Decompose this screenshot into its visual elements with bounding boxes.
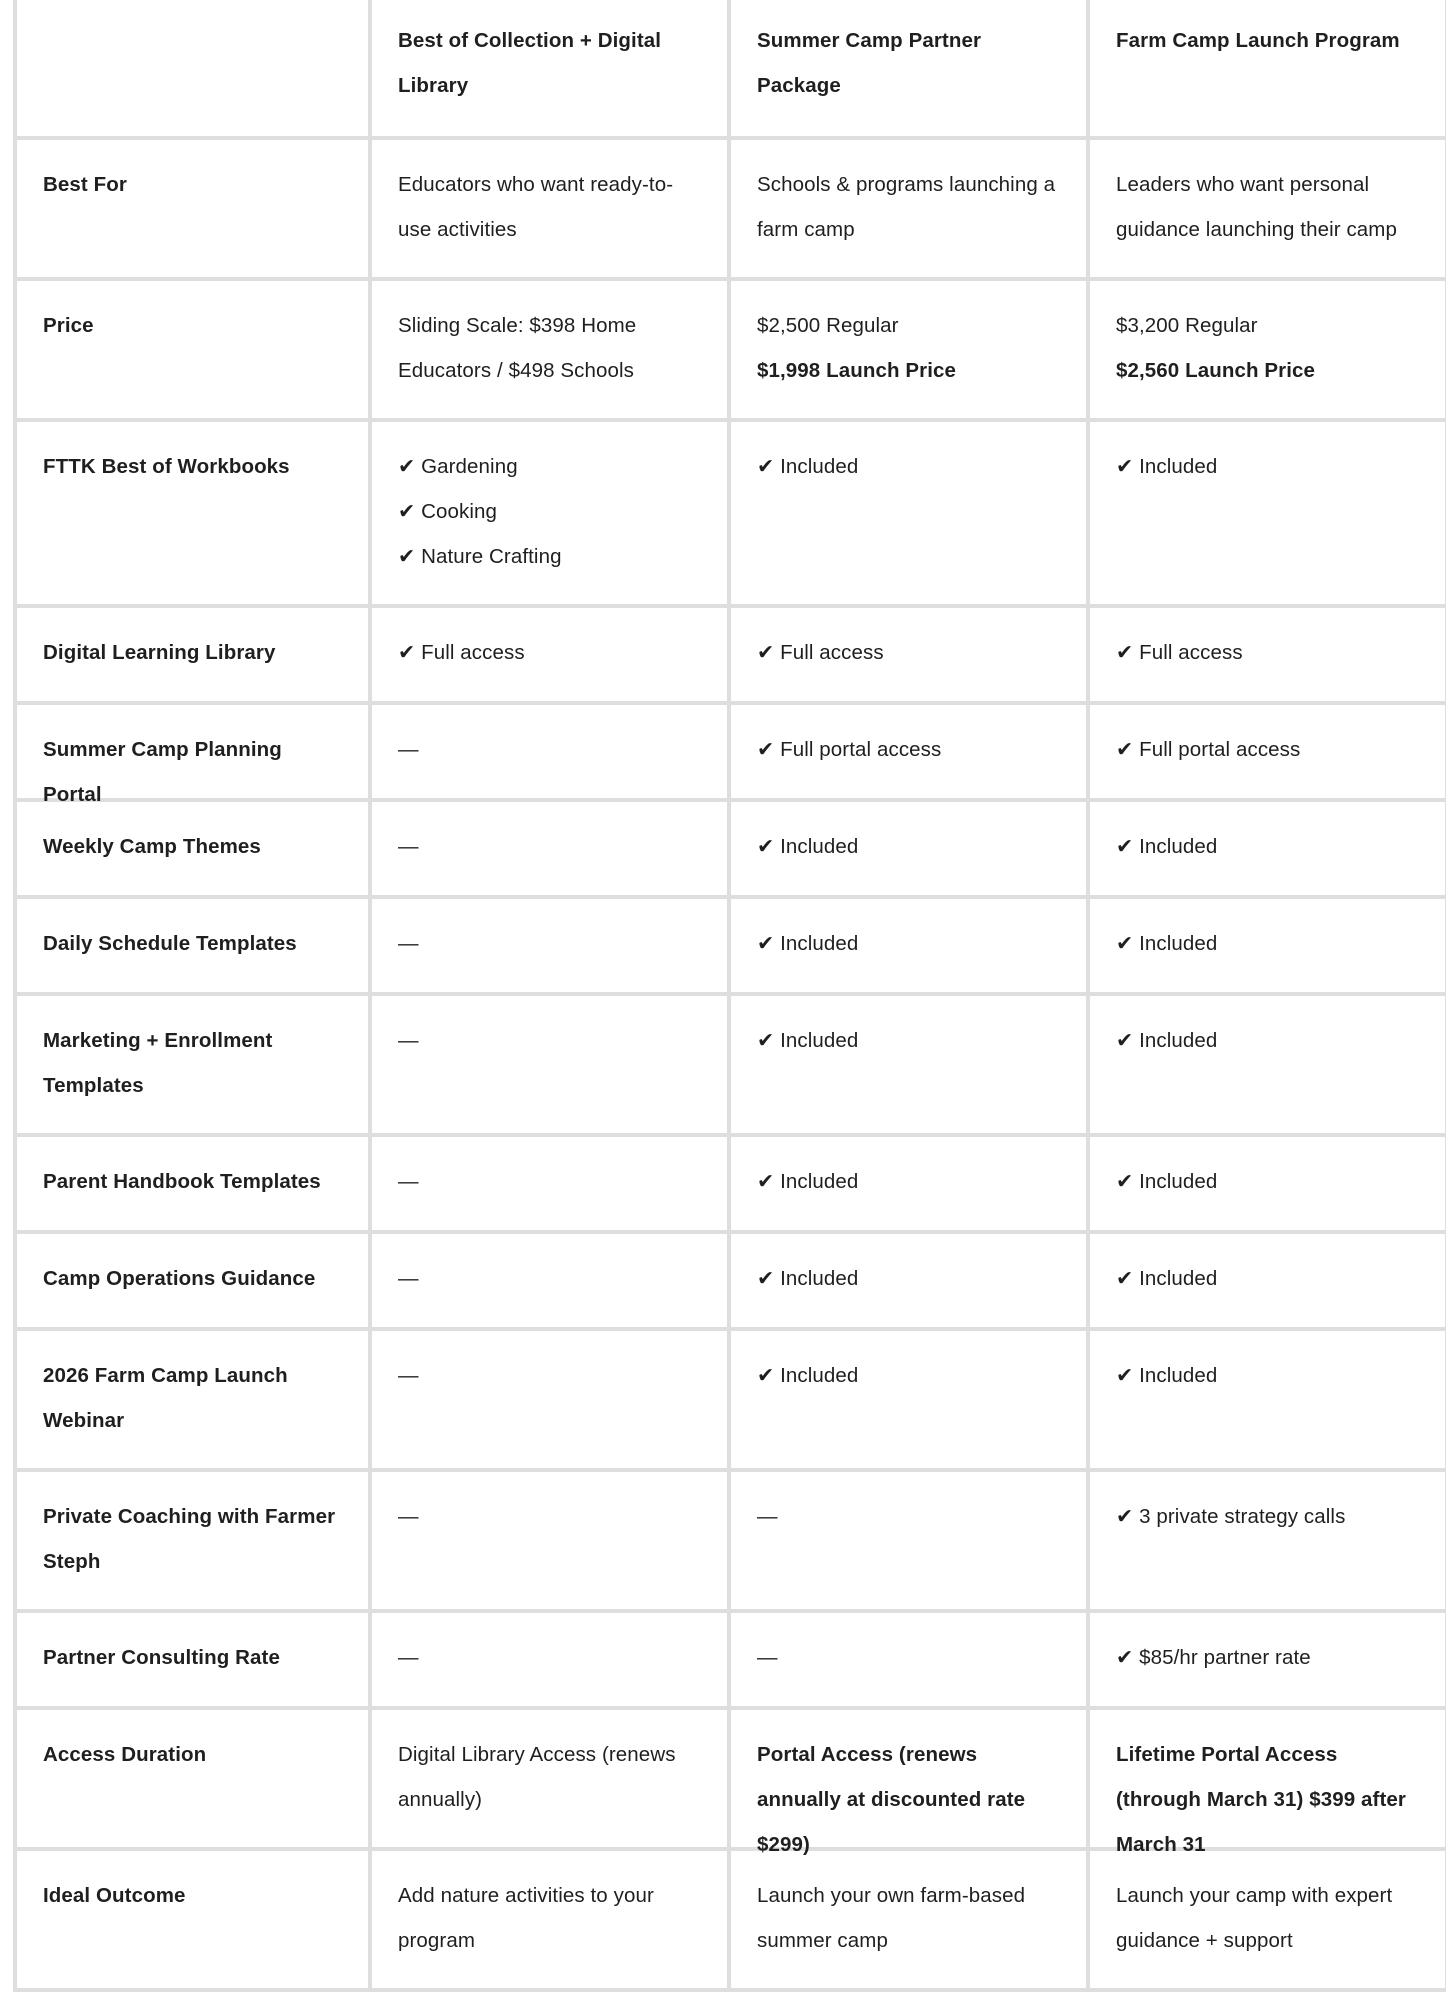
table-cell: [1090, 281, 1446, 422]
cell-text: ✔ Included: [1116, 932, 1218, 955]
cell-text: ✔ Included: [1116, 1364, 1218, 1387]
table-cell: [1090, 996, 1446, 1137]
row-label-cell: [13, 140, 372, 281]
cell-text: ✔ 3 private strategy calls: [1116, 1505, 1346, 1528]
cell-text: Launch your camp with expert guidance + support: [1116, 1884, 1393, 1952]
cell-text: —: [398, 1029, 419, 1052]
cell-text: Schools & programs launching a farm camp: [757, 173, 1056, 241]
row-label-cell: [13, 1331, 372, 1472]
row-label-cell: [13, 1137, 372, 1234]
column-header-label: Summer Camp Partner Package: [757, 29, 982, 97]
cell-text: Leaders who want personal guidance launching their camp: [1116, 173, 1397, 241]
table-cell: [731, 1472, 1090, 1613]
cell-text: —: [398, 932, 419, 955]
row-label: Access Duration: [43, 1743, 207, 1766]
row-label-cell: [13, 899, 372, 996]
cell-text: $2,560 Launch Price: [1116, 359, 1316, 382]
table-cell: [372, 1613, 731, 1710]
cell-text: Lifetime Portal Access (through March 31) $399 after March 31: [1116, 1743, 1406, 1856]
row-label: Parent Handbook Templates: [43, 1170, 321, 1193]
table-cell: [372, 996, 731, 1137]
cell-text: ✔ Included: [757, 1029, 859, 1052]
cell-text: Educators who want ready-to-use activities: [398, 173, 674, 241]
header-empty-cell: [13, 0, 372, 140]
cell-text: ✔ Gardening: [398, 455, 518, 478]
table-cell: [731, 1234, 1090, 1331]
cell-text: ✔ Full portal access: [1116, 738, 1301, 761]
cell-text: ✔ Full access: [757, 641, 884, 664]
cell-text: ✔ Full access: [1116, 641, 1243, 664]
table-cell: [372, 140, 731, 281]
table-cell: [731, 705, 1090, 802]
column-header: [372, 0, 731, 140]
row-label-cell: [13, 1710, 372, 1851]
row-label: FTTK Best of Workbooks: [43, 455, 290, 478]
row-label: Private Coaching with Farmer Steph: [43, 1505, 336, 1573]
cell-text: —: [757, 1505, 778, 1528]
cell-text: ✔ Included: [1116, 1029, 1218, 1052]
table-cell: [731, 1851, 1090, 1992]
cell-text: —: [398, 1170, 419, 1193]
row-label-cell: [13, 608, 372, 705]
table-cell: [731, 1710, 1090, 1856]
cell-text: Add nature activities to your program: [398, 1884, 654, 1952]
cell-text: Portal Access (renews annually at discounted rate $299): [757, 1743, 1026, 1856]
table-cell: [1090, 705, 1446, 802]
cell-text: Digital Library Access (renews annually): [398, 1743, 676, 1811]
cell-text: Sliding Scale: $398 Home Educators / $498 Schools: [398, 314, 637, 382]
table-cell: [1090, 1331, 1446, 1472]
cell-text: $1,998 Launch Price: [757, 359, 957, 382]
table-cell: [1090, 1472, 1446, 1613]
row-label: Marketing + Enrollment Templates: [43, 1029, 273, 1097]
table-cell: [1090, 1710, 1446, 1856]
table-cell: [372, 422, 731, 608]
column-header: [731, 0, 1090, 140]
row-label: Digital Learning Library: [43, 641, 276, 664]
row-label: 2026 Farm Camp Launch Webinar: [43, 1364, 288, 1432]
row-label: Ideal Outcome: [43, 1884, 186, 1907]
row-label: Price: [43, 314, 94, 337]
table-cell: [372, 1710, 731, 1851]
row-label-cell: [13, 1472, 372, 1613]
row-label-cell: [13, 996, 372, 1137]
row-label: Daily Schedule Templates: [43, 932, 297, 955]
table-cell: [1090, 140, 1446, 281]
table-cell: [1090, 422, 1446, 608]
row-label: Summer Camp Planning Portal: [43, 738, 282, 806]
cell-text: ✔ Included: [757, 1364, 859, 1387]
table-cell: [1090, 1137, 1446, 1234]
cell-text: —: [398, 738, 419, 761]
table-cell: [372, 705, 731, 802]
cell-text: $2,500 Regular: [757, 314, 899, 337]
cell-text: ✔ Included: [757, 455, 859, 478]
table-cell: [731, 422, 1090, 608]
cell-text: Launch your own farm-based summer camp: [757, 1884, 1026, 1952]
cell-text: —: [398, 1364, 419, 1387]
row-label-cell: [13, 1234, 372, 1331]
table-cell: [372, 1331, 731, 1472]
row-label: Weekly Camp Themes: [43, 835, 261, 858]
table-cell: [731, 802, 1090, 899]
column-header: [1090, 0, 1446, 140]
cell-text: —: [398, 835, 419, 858]
table-cell: [731, 608, 1090, 705]
row-label-cell: [13, 281, 372, 422]
row-label-cell: [13, 705, 372, 806]
comparison-table: [13, 0, 1446, 1992]
table-cell: [372, 802, 731, 899]
table-cell: [1090, 1851, 1446, 1992]
table-cell: [372, 899, 731, 996]
table-cell: [372, 608, 731, 705]
table-cell: [731, 1613, 1090, 1710]
table-cell: [1090, 802, 1446, 899]
row-label-cell: [13, 802, 372, 899]
column-header-label: Best of Collection + Digital Library: [398, 29, 662, 97]
row-label: Camp Operations Guidance: [43, 1267, 316, 1290]
cell-text: ✔ Included: [757, 835, 859, 858]
table-cell: [1090, 1234, 1446, 1331]
cell-text: ✔ $85/hr partner rate: [1116, 1646, 1311, 1669]
table-cell: [731, 1331, 1090, 1472]
column-header-label: Farm Camp Launch Program: [1116, 29, 1400, 52]
cell-text: ✔ Included: [757, 932, 859, 955]
cell-text: ✔ Full access: [398, 641, 525, 664]
table-cell: [1090, 1613, 1446, 1710]
table-cell: [372, 1234, 731, 1331]
cell-text: —: [398, 1267, 419, 1290]
cell-text: ✔ Included: [1116, 835, 1218, 858]
table-cell: [731, 899, 1090, 996]
table-cell: [372, 281, 731, 422]
row-label: Partner Consulting Rate: [43, 1646, 280, 1669]
table-cell: [731, 140, 1090, 281]
cell-text: ✔ Included: [1116, 455, 1218, 478]
cell-text: ✔ Included: [757, 1170, 859, 1193]
table-cell: [372, 1137, 731, 1234]
cell-text: —: [398, 1505, 419, 1528]
table-cell: [731, 1137, 1090, 1234]
cell-text: $3,200 Regular: [1116, 314, 1258, 337]
row-label: Best For: [43, 173, 127, 196]
cell-text: ✔ Included: [757, 1267, 859, 1290]
table-cell: [731, 996, 1090, 1137]
table-cell: [372, 1472, 731, 1613]
cell-text: ✔ Nature Crafting: [398, 545, 562, 568]
cell-text: ✔ Cooking: [398, 500, 497, 523]
row-label-cell: [13, 422, 372, 608]
cell-text: ✔ Full portal access: [757, 738, 942, 761]
table-cell: [1090, 608, 1446, 705]
row-label-cell: [13, 1851, 372, 1992]
table-cell: [372, 1851, 731, 1992]
table-cell: [731, 281, 1090, 422]
row-label-cell: [13, 1613, 372, 1710]
cell-text: —: [398, 1646, 419, 1669]
table-cell: [1090, 899, 1446, 996]
cell-text: —: [757, 1646, 778, 1669]
cell-text: ✔ Included: [1116, 1267, 1218, 1290]
cell-text: ✔ Included: [1116, 1170, 1218, 1193]
